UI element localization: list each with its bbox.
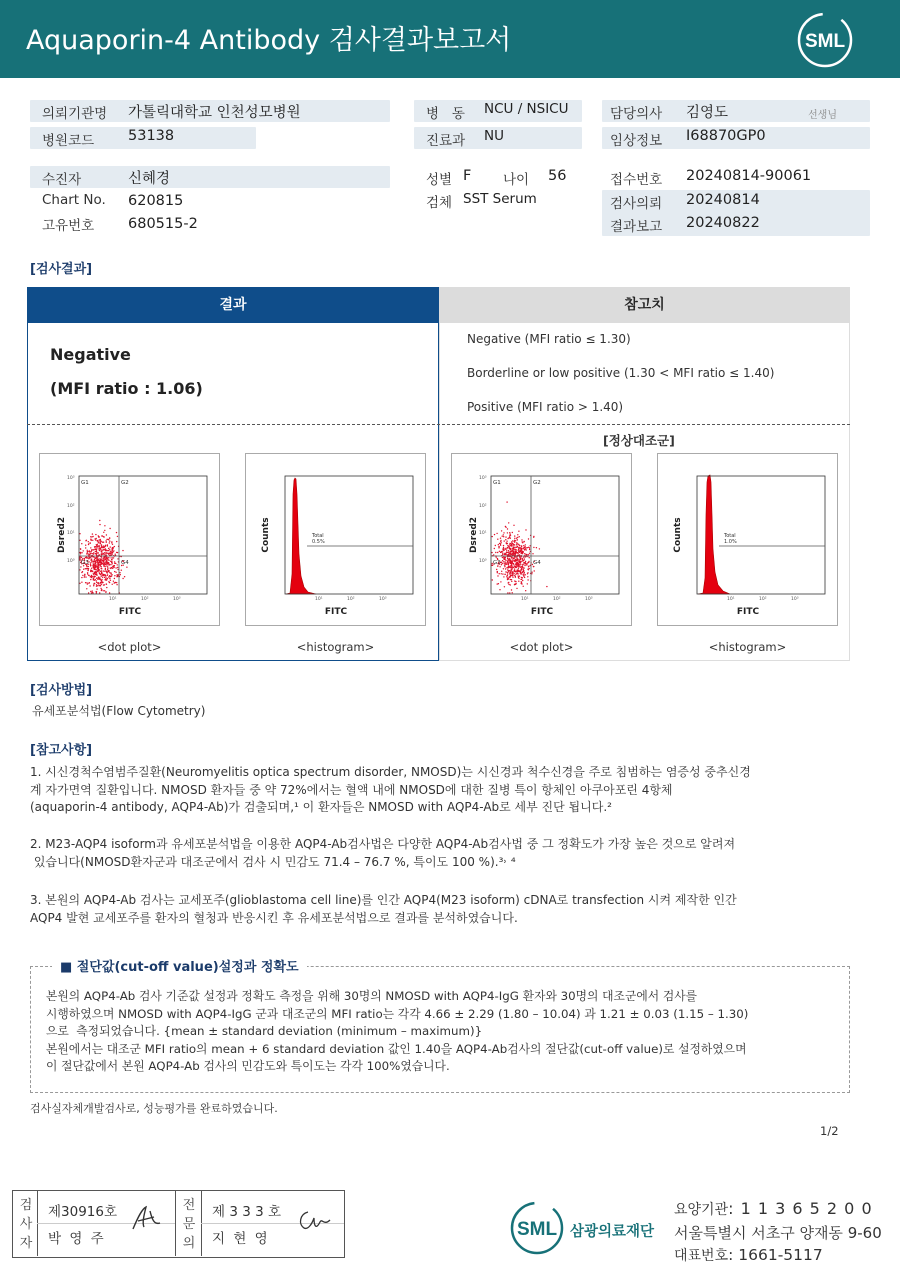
patient-row — [30, 166, 390, 188]
svg-text:G1: G1 — [493, 480, 501, 486]
control-histogram — [657, 453, 838, 626]
svg-text:10¹: 10¹ — [727, 597, 735, 602]
svg-text:10²: 10² — [141, 597, 149, 602]
patient-label: 수진자 — [42, 172, 82, 188]
svg-text:0.5%: 0.5% — [312, 539, 325, 545]
org-logo-icon — [508, 1200, 566, 1256]
svg-text:10²: 10² — [479, 504, 487, 509]
svg-text:10⁰: 10⁰ — [479, 559, 487, 564]
sex-label: 성별 — [426, 172, 453, 188]
reference-header: 참고치 — [439, 287, 850, 323]
receipt-label: 접수번호 — [610, 172, 663, 188]
svg-text:G2: G2 — [121, 480, 129, 486]
validation-note: 검사실자체개발검사로, 성능평가를 완료하였습니다. — [30, 1102, 278, 1115]
examiner-vertical-label: 검사자 — [19, 1198, 33, 1251]
specimen-value: SST Serum — [463, 191, 537, 207]
clinical-label: 임상정보 — [610, 133, 663, 149]
svg-text:G4: G4 — [121, 560, 129, 566]
svg-text:10³: 10³ — [379, 597, 387, 602]
report-value: 20240822 — [686, 215, 760, 231]
svg-text:10²: 10² — [553, 597, 561, 602]
institution-value: 가톨릭대학교 인천성모병원 — [128, 105, 301, 121]
note-2: 2. M23-AQP4 isoform과 유세포분석법을 이용한 AQP4-Ab검사법은 다양한 AQP4-Ab검사법 중 그 정확도가 가장 높은 것으로 알려져 있습니다(NMOSD환자군과 대조군에서 검사 시 민감도 71.4 – 76.7 %, 특이도 100 %).³˒ ⁴ — [30, 837, 736, 869]
svg-text:10²: 10² — [67, 504, 75, 509]
examiner-signature-icon — [130, 1203, 164, 1235]
age-label: 나이 — [503, 172, 530, 188]
svg-text:10³: 10³ — [791, 597, 799, 602]
svg-text:G4: G4 — [533, 560, 541, 566]
y-axis-label: Counts — [261, 517, 271, 553]
control-dot-cloud — [491, 501, 547, 593]
sex-value: F — [463, 168, 472, 184]
report-title: Aquaporin-4 Antibody 검사결과보고서 — [26, 25, 512, 56]
method-text: 유세포분석법(Flow Cytometry) — [32, 704, 206, 718]
svg-text:10²: 10² — [347, 597, 355, 602]
patient-histogram — [245, 453, 426, 626]
normal-control-label: [정상대조군] — [603, 433, 675, 448]
chart-value: 620815 — [128, 193, 184, 209]
phone-row: 대표번호: 1661-5117 — [674, 1246, 823, 1264]
note-1: 1. 시신경척수염범주질환(Neuromyelitis optica spectrum disorder, NMOSD)는 시신경과 척수신경을 주로 침범하는 염증성 중추신경 계 자가면역 질환입니다. NMOSD 환자들 중 약 72%에서는 혈액 내에 NMOSD에 대한 질병 특이 항체인 아쿠아포린 4항체 (aquaporin-4 antibody, AQP4-Ab)가 검출되며,¹ 이 환자들은 NMOSD with AQP4-Ab로 세부 진단 됩니다.² — [30, 765, 751, 814]
dept-label: 진료과 — [426, 133, 466, 149]
svg-text:G1: G1 — [81, 480, 89, 486]
x-axis-label: FITC — [324, 607, 348, 617]
institution-label: 의뢰기관명 — [42, 106, 108, 122]
x-axis-label: FITC — [736, 607, 760, 617]
examiner-name: 박 영 주 — [48, 1231, 106, 1247]
request-value: 20240814 — [686, 192, 760, 208]
svg-text:10³: 10³ — [67, 476, 75, 481]
result-value: Negative — [50, 345, 131, 364]
x-axis-label: FITC — [118, 607, 142, 617]
doctor-label: 담당의사 — [610, 106, 663, 122]
control-dot-caption: <dot plot> — [509, 640, 574, 654]
org-name: 삼광의료재단 — [570, 1224, 655, 1240]
patient-value: 신혜경 — [128, 171, 171, 187]
doctor-suffix: 선생님 — [808, 110, 837, 121]
org-address: 서울특별시 서초구 양재동 9-60 — [674, 1224, 882, 1242]
ward-label: 병 동 — [426, 106, 465, 122]
control-hist-caption: <histogram> — [708, 640, 787, 654]
svg-text:10²: 10² — [759, 597, 767, 602]
specimen-label: 검체 — [426, 195, 453, 211]
receipt-value: 20240814-90061 — [686, 168, 812, 184]
patient-hist-caption: <histogram> — [296, 640, 375, 654]
report-header — [0, 0, 900, 78]
svg-text:10³: 10³ — [585, 597, 593, 602]
svg-text:10¹: 10¹ — [315, 597, 323, 602]
cutoff-title: ■ 절단값(cut-off value)설정과 정확도 — [52, 956, 307, 975]
svg-text:SML: SML — [804, 31, 846, 52]
examiner-license: 제30916호 — [48, 1204, 118, 1220]
patient-dot-plot — [39, 453, 220, 626]
svg-text:10¹: 10¹ — [67, 531, 75, 536]
patient-dot-cloud — [79, 520, 127, 594]
y-axis-label: Dsred2 — [469, 516, 479, 554]
svg-text:10¹: 10¹ — [109, 597, 117, 602]
note-3: 3. 본원의 AQP4-Ab 검사는 교세포주(glioblastoma cell line)를 인간 AQP4(M23 isoform) cDNA로 transfection 시켜 제작한 인간 AQP4 발현 교세포주를 환자의 혈청과 반응시킨 후 유세포분석법으로 결과를 분석하였습니다. — [30, 893, 737, 925]
svg-text:G2: G2 — [533, 480, 541, 486]
result-header: 결과 — [27, 287, 439, 323]
request-label: 검사의뢰 — [610, 196, 663, 212]
hospital-code-label: 병원코드 — [42, 133, 95, 149]
doctor-value: 김영도 — [686, 105, 729, 121]
reference-borderline: Borderline or low positive (1.30 < MFI ratio ≤ 1.40) — [467, 366, 775, 380]
plots-divider — [27, 424, 850, 425]
svg-text:Total: Total — [724, 533, 736, 539]
y-axis-label: Counts — [673, 517, 683, 553]
control-dot-plot — [451, 453, 632, 626]
result-mfi-ratio: (MFI ratio : 1.06) — [50, 379, 203, 398]
method-section-title: [검사방법] — [30, 683, 93, 698]
clinical-value: I68870GP0 — [686, 128, 766, 144]
reference-positive: Positive (MFI ratio > 1.40) — [467, 400, 624, 414]
report-label: 결과보고 — [610, 219, 663, 235]
chart-label: Chart No. — [42, 192, 106, 208]
sml-logo-icon — [797, 12, 853, 68]
svg-text:10³: 10³ — [479, 476, 487, 481]
reference-negative: Negative (MFI ratio ≤ 1.30) — [467, 332, 631, 346]
age-value: 56 — [548, 168, 567, 184]
uid-label: 고유번호 — [42, 218, 95, 234]
notes-section-title: [참고사항] — [30, 743, 93, 758]
specialist-signature-icon — [294, 1206, 334, 1236]
svg-text:10⁰: 10⁰ — [67, 559, 75, 564]
cutoff-text: 본원의 AQP4-Ab 검사 기준값 설정과 정확도 측정을 위해 30명의 NMOSD with AQP4-IgG 환자와 30명의 대조군에서 검사를 시행하였으며 NMOSD with AQP4-IgG 군과 대조군의 MFI ratio는 각각 4.66 ± 2.29 (1.80 – 10.04) 과 1.21 ± 0.03 (1.15 – 1.30) 으로 측정되었습니다. {mean ± standard deviation (minimum – maximum)} 본원에서는 대조군 MFI ratio의 mean + 6 standard deviation 값인 1.40을 AQP4-Ab검사의 절단값(cut-off value)로 설정하였으며 이 절단값에서 본원 AQP4-Ab 검사의 민감도와 특이도는 각각 100%였습니다. — [46, 989, 749, 1073]
specialist-name: 지 현 영 — [212, 1231, 270, 1247]
results-section-title: [검사결과] — [30, 262, 93, 277]
hospital-code-value: 53138 — [128, 128, 175, 144]
y-axis-label: Dsred2 — [57, 516, 67, 554]
svg-text:10³: 10³ — [173, 597, 181, 602]
svg-text:G3: G3 — [81, 560, 89, 566]
svg-text:G3: G3 — [493, 560, 501, 566]
svg-text:1.0%: 1.0% — [724, 539, 737, 545]
svg-text:SML: SML — [516, 1219, 558, 1240]
uid-value: 680515-2 — [128, 216, 198, 232]
specialist-license: 제 3 3 3 호 — [212, 1204, 282, 1220]
svg-text:Total: Total — [312, 533, 324, 539]
facility-row: 요양기관: 1 1 3 6 5 2 0 0 — [674, 1199, 873, 1218]
dept-value: NU — [484, 128, 504, 144]
svg-text:10¹: 10¹ — [521, 597, 529, 602]
x-axis-label: FITC — [530, 607, 554, 617]
page-number: 1/2 — [820, 1124, 839, 1138]
ward-value: NCU / NSICU — [484, 101, 569, 117]
specialist-vertical-label: 전문의 — [182, 1198, 196, 1251]
svg-text:10¹: 10¹ — [479, 531, 487, 536]
patient-dot-caption: <dot plot> — [97, 640, 162, 654]
